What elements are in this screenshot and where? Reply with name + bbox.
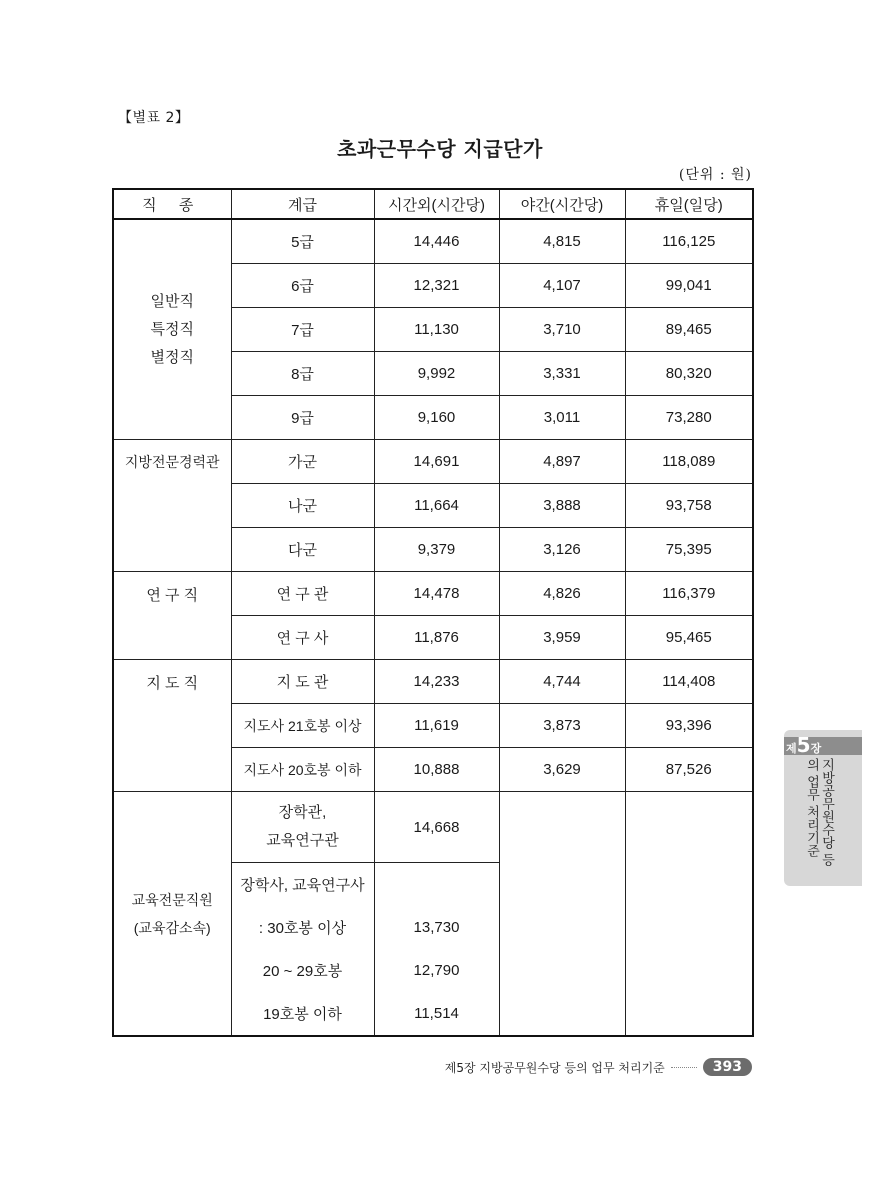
- grade-cell: 8급: [231, 352, 374, 396]
- overtime-cell: 9,160: [374, 396, 499, 440]
- overtime-cell: 9,379: [374, 528, 499, 572]
- holiday-cell: 93,396: [625, 704, 753, 748]
- footer-text: 제5장 지방공무원수당 등의 업무 처리기준: [444, 1060, 665, 1075]
- grade-line: 장학관,: [278, 804, 327, 821]
- night-cell: 4,815: [499, 219, 625, 264]
- side-chapter-number: 5: [796, 733, 811, 757]
- night-cell: 4,826: [499, 572, 625, 616]
- table-row: [113, 792, 753, 863]
- night-cell: 3,710: [499, 308, 625, 352]
- page-footer: [445, 1058, 752, 1076]
- holiday-cell: 75,395: [625, 528, 753, 572]
- header-night: 야간(시간당): [499, 189, 625, 219]
- grade-cell: 5급: [231, 219, 374, 264]
- category-general: [113, 219, 231, 440]
- category-education-line: 교육전문직원: [131, 891, 213, 908]
- overtime-cell: 12,321: [374, 264, 499, 308]
- category-general-line: 특정직: [150, 320, 194, 338]
- category-general-line: 별정직: [150, 348, 194, 366]
- grade-cell: : 30호봉 이상: [231, 906, 374, 949]
- grade-cell: 장학사, 교육연구사: [231, 863, 374, 907]
- overtime-cell: 11,130: [374, 308, 499, 352]
- unit-note: (단위 : 원): [678, 167, 752, 183]
- grade-cell: 지 도 관: [231, 660, 374, 704]
- night-cell: 3,331: [499, 352, 625, 396]
- table-header-row: [113, 189, 753, 219]
- night-cell: 3,873: [499, 704, 625, 748]
- overtime-cell: 10,888: [374, 748, 499, 792]
- overtime-cell: 14,691: [374, 440, 499, 484]
- grade-cell: 9급: [231, 396, 374, 440]
- grade-cell: 7급: [231, 308, 374, 352]
- overtime-cell: 13,730: [374, 906, 499, 949]
- category-research: 연 구 직: [113, 572, 231, 660]
- holiday-cell: 93,758: [625, 484, 753, 528]
- footer-leader-line: [671, 1067, 697, 1068]
- grade-cell: 가군: [231, 440, 374, 484]
- category-guidance: 지 도 직: [113, 660, 231, 792]
- night-cell: 3,888: [499, 484, 625, 528]
- night-cell: 4,744: [499, 660, 625, 704]
- holiday-cell: 89,465: [625, 308, 753, 352]
- holiday-cell: 95,465: [625, 616, 753, 660]
- grade-cell: 나군: [231, 484, 374, 528]
- overtime-cell: 14,446: [374, 219, 499, 264]
- grade-line: 교육연구관: [266, 832, 339, 849]
- night-cell: 4,897: [499, 440, 625, 484]
- overtime-cell-empty: [374, 863, 499, 907]
- header-grade: 계급: [231, 189, 374, 219]
- grade-cell: 지도사 21호봉 이상: [231, 704, 374, 748]
- holiday-cell: 80,320: [625, 352, 753, 396]
- header-overtime: 시간외(시간당): [374, 189, 499, 219]
- table-label: 【별표 2】: [118, 110, 190, 126]
- overtime-cell: 12,790: [374, 949, 499, 992]
- header-holiday: 휴일(일당): [625, 189, 753, 219]
- header-job-type: 직 종: [113, 189, 231, 219]
- overtime-cell: 11,876: [374, 616, 499, 660]
- night-cell: 3,126: [499, 528, 625, 572]
- holiday-cell: 99,041: [625, 264, 753, 308]
- grade-cell: [231, 792, 374, 863]
- overtime-cell: 14,668: [374, 792, 499, 863]
- table-row: [113, 219, 753, 264]
- grade-cell: 연 구 관: [231, 572, 374, 616]
- holiday-cell-empty: [625, 792, 753, 1037]
- side-tab-text: 지방공무원수당 등의 업무 처리기준: [804, 758, 834, 867]
- grade-cell: 6급: [231, 264, 374, 308]
- side-chapter-suffix: 장: [810, 742, 822, 755]
- holiday-cell: 116,125: [625, 219, 753, 264]
- rates-table: [112, 188, 754, 1037]
- overtime-cell: 11,514: [374, 992, 499, 1036]
- side-chapter-label: [786, 733, 821, 757]
- table-row: [113, 660, 753, 704]
- night-cell: 3,959: [499, 616, 625, 660]
- holiday-cell: 87,526: [625, 748, 753, 792]
- category-education-line: (교육감소속): [133, 919, 211, 936]
- table-row: [113, 572, 753, 616]
- page-title: 초과근무수당 지급단가: [337, 137, 543, 161]
- holiday-cell: 118,089: [625, 440, 753, 484]
- holiday-cell: 73,280: [625, 396, 753, 440]
- overtime-cell: 14,233: [374, 660, 499, 704]
- night-cell-empty: [499, 792, 625, 1037]
- category-expert: 지방전문경력관: [113, 440, 231, 572]
- page-number: 393: [703, 1058, 752, 1076]
- category-general-line: 일반직: [150, 292, 194, 310]
- category-education: [113, 792, 231, 1037]
- grade-cell: 다군: [231, 528, 374, 572]
- night-cell: 4,107: [499, 264, 625, 308]
- overtime-cell: 14,478: [374, 572, 499, 616]
- holiday-cell: 114,408: [625, 660, 753, 704]
- grade-cell: 20 ~ 29호봉: [231, 949, 374, 992]
- holiday-cell: 116,379: [625, 572, 753, 616]
- table-row: [113, 440, 753, 484]
- grade-cell: 지도사 20호봉 이하: [231, 748, 374, 792]
- overtime-cell: 11,664: [374, 484, 499, 528]
- overtime-cell: 9,992: [374, 352, 499, 396]
- grade-cell: 연 구 사: [231, 616, 374, 660]
- night-cell: 3,011: [499, 396, 625, 440]
- side-chapter-prefix: 제: [786, 742, 797, 755]
- grade-cell: 19호봉 이하: [231, 992, 374, 1036]
- overtime-cell: 11,619: [374, 704, 499, 748]
- night-cell: 3,629: [499, 748, 625, 792]
